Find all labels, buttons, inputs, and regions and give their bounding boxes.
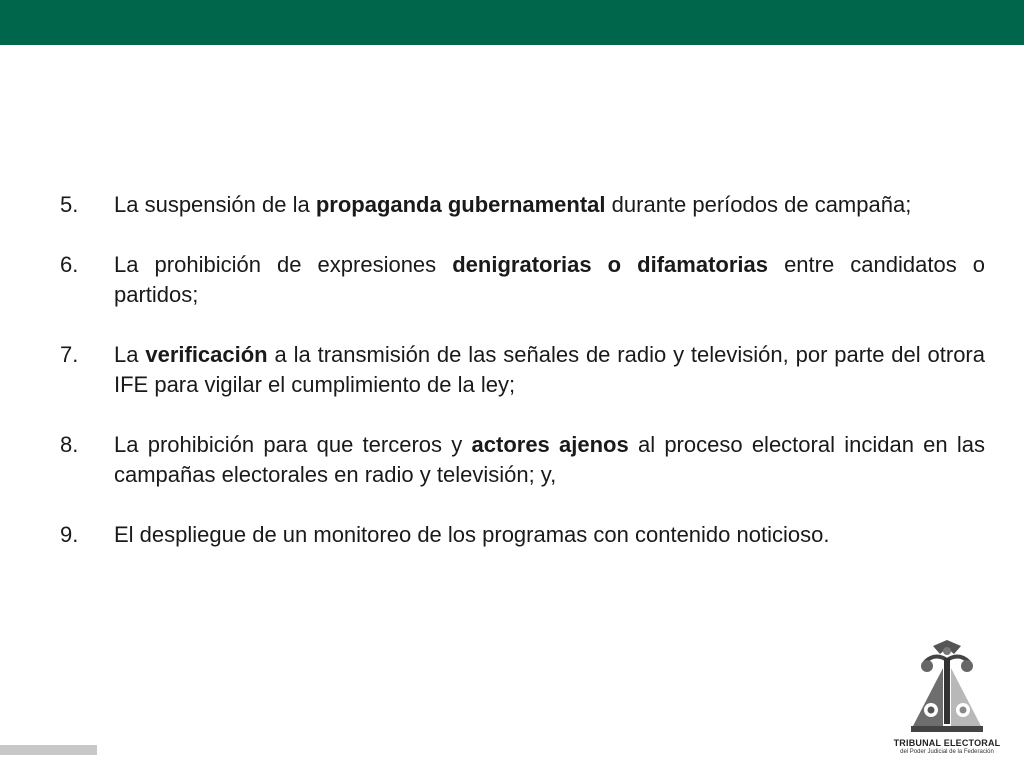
list-item: [60, 520, 985, 550]
list-item-text: [114, 340, 985, 400]
list-item-number: 6.: [60, 252, 79, 277]
footer-bar: [0, 745, 97, 755]
text-segment: La prohibición de expresiones: [114, 252, 453, 277]
list-item: [60, 430, 985, 490]
tribunal-emblem-icon: [907, 640, 987, 736]
header-bar: [0, 0, 1024, 45]
list-item-text: [114, 190, 985, 220]
logo-subtitle: del Poder Judicial de la Federación: [900, 749, 994, 755]
text-segment: a la transmisión de las señales de radio y televisión, por parte del otrora IFE para vigilar el cumplimiento de la ley;: [114, 342, 985, 397]
text-segment-bold: denigratorias o difamatorias: [452, 252, 768, 277]
text-segment: La: [114, 342, 146, 367]
list-item-number: 9.: [60, 522, 79, 547]
list-item-text: [114, 520, 985, 550]
list-item-text: [114, 250, 985, 310]
text-segment: al proceso electoral incidan en las campañas electorales en radio y televisión; y,: [114, 432, 985, 487]
text-segment-bold: verificación: [145, 342, 268, 367]
list-item-number: 8.: [60, 432, 79, 457]
text-segment-bold: actores ajenos: [471, 432, 629, 457]
text-segment: durante períodos de campaña;: [605, 192, 912, 217]
text-segment: El despliegue de un monitoreo de los programas con contenido noticioso.: [114, 522, 830, 547]
text-segment: entre candidatos o partidos;: [114, 252, 985, 307]
text-segment: La suspensión de la: [114, 192, 316, 217]
list-item: [60, 250, 985, 310]
tribunal-logo: [892, 640, 1002, 762]
numbered-list: [60, 190, 985, 580]
text-segment: La prohibición para que terceros y: [114, 432, 472, 457]
text-segment-bold: propaganda gubernamental: [315, 192, 606, 217]
list-item-text: [114, 430, 985, 490]
list-item: [60, 340, 985, 400]
list-item-number: 5.: [60, 192, 79, 217]
list-item-number: 7.: [60, 342, 79, 367]
logo-name: TRIBUNAL ELECTORAL: [893, 738, 1001, 748]
list-item: [60, 190, 985, 220]
